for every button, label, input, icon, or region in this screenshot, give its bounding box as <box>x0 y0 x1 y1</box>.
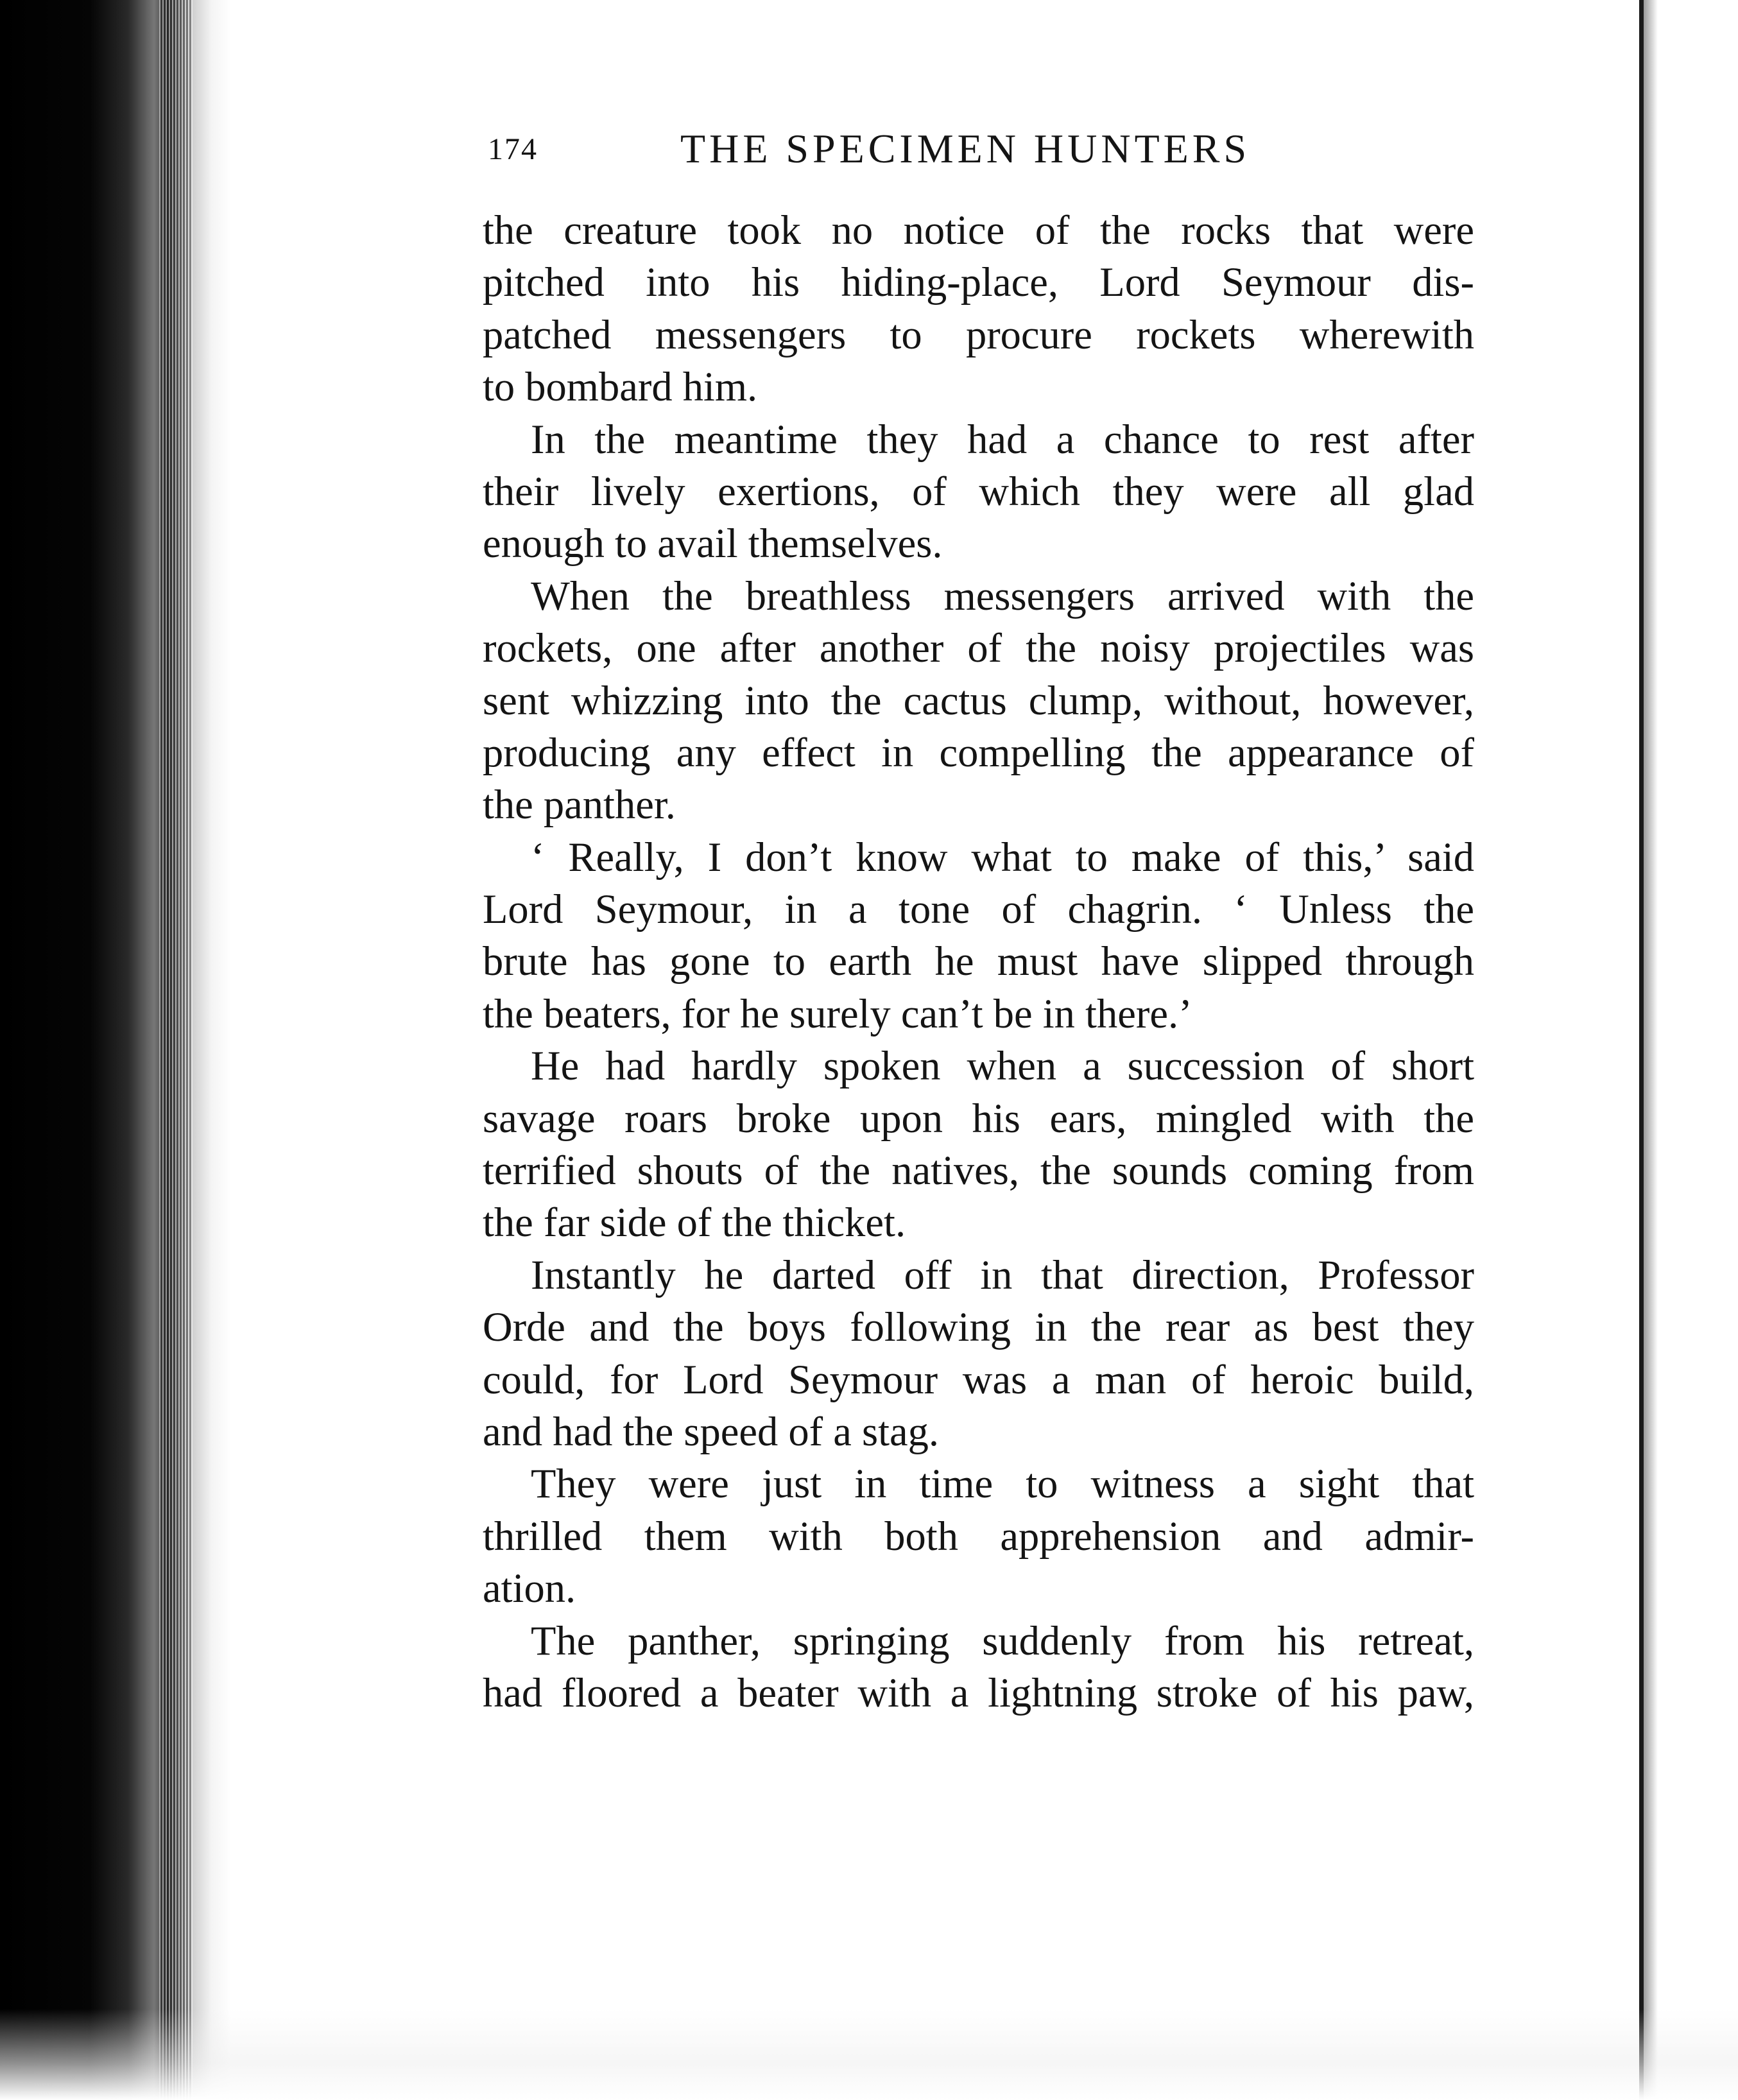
text-line: The panther, springing suddenly from his retreat, <box>531 1617 1474 1664</box>
text-line: the panther. <box>483 782 676 828</box>
text-line: rockets, one after another of the noisy projectiles was <box>483 625 1474 671</box>
text-line: ‘ Really, I don’t know what to make of this,’ said <box>531 834 1474 880</box>
text-line: thrilled them with both apprehension and admir- <box>483 1513 1474 1559</box>
text-line: sent whizzing into the cactus clump, without, however, <box>483 677 1474 723</box>
text-line: Lord Seymour, in a tone of chagrin. ‘ Unless the <box>483 886 1474 933</box>
gutter-shadow <box>193 0 231 2100</box>
text-line: and had the speed of a stag. <box>483 1408 940 1454</box>
text-line: producing any effect in compelling the appearance of <box>483 729 1474 775</box>
text-line: ation. <box>483 1565 576 1612</box>
text-line: patched messengers to procure rockets wherewith <box>483 311 1474 357</box>
running-head: THE SPECIMEN HUNTERS <box>680 126 1251 171</box>
text-line: to bombard him. <box>483 364 758 410</box>
scan-bottom-fade <box>0 2009 1738 2100</box>
text-line: brute has gone to earth he must have slipped through <box>483 938 1474 985</box>
right-page-shadow <box>1644 0 1658 2100</box>
text-line: their lively exertions, of which they were all glad <box>483 468 1474 514</box>
text-line: pitched into his hiding-place, Lord Seymour dis- <box>483 259 1474 306</box>
text-line: He had hardly spoken when a succession of short <box>531 1043 1474 1089</box>
body-text <box>483 204 1474 1719</box>
text-line: had floored a beater with a lightning stroke of his paw, <box>483 1669 1474 1716</box>
text-line: They were just in time to witness a sight that <box>531 1461 1474 1507</box>
text-line: the creature took no notice of the rocks that were <box>483 207 1474 253</box>
text-line: could, for Lord Seymour was a man of heroic build, <box>483 1356 1474 1402</box>
text-line: the far side of the thicket. <box>483 1200 906 1246</box>
page-number: 174 <box>488 132 538 166</box>
text-line: terrified shouts of the natives, the sounds coming from <box>483 1148 1474 1194</box>
text-line: When the breathless messengers arrived with the <box>531 572 1474 619</box>
text-line: In the meantime they had a chance to rest after <box>531 416 1474 462</box>
text-line: Instantly he darted off in that direction, Professor <box>531 1252 1474 1298</box>
text-line: the beaters, for he surely can’t be in there.’ <box>483 990 1192 1037</box>
text-line: enough to avail themselves. <box>483 521 943 567</box>
page-header <box>488 125 1303 183</box>
right-page-edge <box>1639 0 1644 2100</box>
text-line: Orde and the boys following in the rear as best they <box>483 1304 1474 1350</box>
text-line: savage roars broke upon his ears, mingled with the <box>483 1095 1474 1141</box>
